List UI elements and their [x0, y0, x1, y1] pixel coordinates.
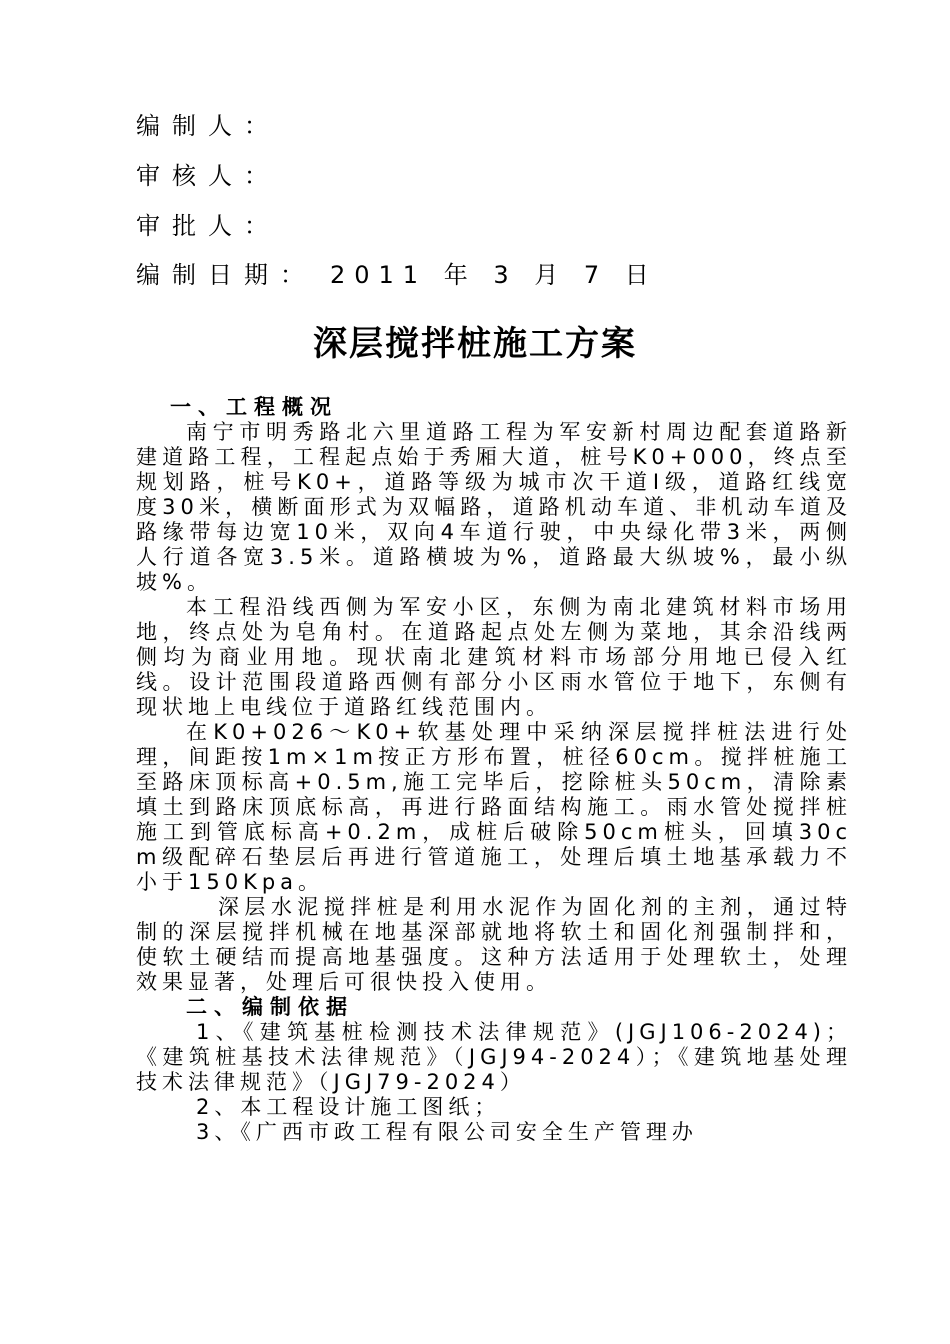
basis-item-2: 2、本工程设计施工图纸；	[196, 1095, 501, 1119]
document-title: 深层搅拌桩施工方案	[313, 324, 637, 364]
overview-paragraph-1: 南宁市明秀路北六里道路工程为军安新村周边配套道路新建道路工程，工程起点始于秀厢大道，桩号K0+000，终点至规划路，桩号K0+，道路等级为城市次干道Ⅰ级，道路红线宽度30米，横断面形式为双幅路，道路机动车道、非机动车道及路缘带每边宽10米，双向4车道行驶，中央绿化带3米，两侧人行道各宽3.5米。道路横坡为%，道路最大纵坡%，最小纵坡%。	[136, 420, 852, 594]
overview-paragraph-2: 本工程沿线西侧为军安小区，东侧为南北建筑材料市场用地，终点处为皂角村。在道路起点处左侧为菜地，其余沿线两侧均为商业用地。现状南北建筑材料市场部分用地已侵入红线。设计范围段道路西侧有部分小区雨水管位于地下，东侧有现状地上电线位于道路红线范围内。	[136, 595, 852, 719]
basis-item-1: 1、《建筑基桩检测技术法律规范》(JGJ106-2024)；《建筑桩基技术法律规范》（JGJ94-2024）；《建筑地基处理技术法律规范》（JGJ79-2024）	[136, 1020, 852, 1094]
document-body	[136, 395, 852, 1145]
section-heading-basis: 二、编制依据	[186, 995, 354, 1019]
reviewer-label: 审核人：	[136, 162, 280, 190]
section-heading-overview: 一、工程概况	[170, 395, 338, 419]
compile-date-value: 2011 年 3 月 7 日	[330, 261, 658, 289]
compile-date-row	[136, 259, 658, 291]
compiler-label: 编制人：	[136, 112, 280, 140]
basis-item-3: 3、《广西市政工程有限公司安全生产管理办	[196, 1120, 698, 1144]
compile-date-label: 编制日期：	[136, 261, 316, 289]
overview-paragraph-4: 深层水泥搅拌桩是利用水泥作为固化剂的主剂，通过特制的深层搅拌机械在地基深部就地将软土和固化剂强制拌和，使软土硬结而提高地基强度。这种方法适用于处理软土，处理效果显著，处理后可很快投入使用。	[136, 895, 852, 994]
approver-label: 审批人：	[136, 212, 280, 240]
overview-paragraph-3: 在K0+026～K0+软基处理中采纳深层搅拌桩法进行处理，间距按1m×1m按正方形布置，桩径60cm。搅拌桩施工至路床顶标高+0.5m,施工完毕后，挖除桩头50cm，清除素填土到路床顶底标高，再进行路面结构施工。雨水管处搅拌桩施工到管底标高+0.2m，成桩后破除50cm桩头，回填30cm级配碎石垫层后再进行管道施工，处理后填土地基承载力不小于150Kpa。	[136, 720, 852, 894]
